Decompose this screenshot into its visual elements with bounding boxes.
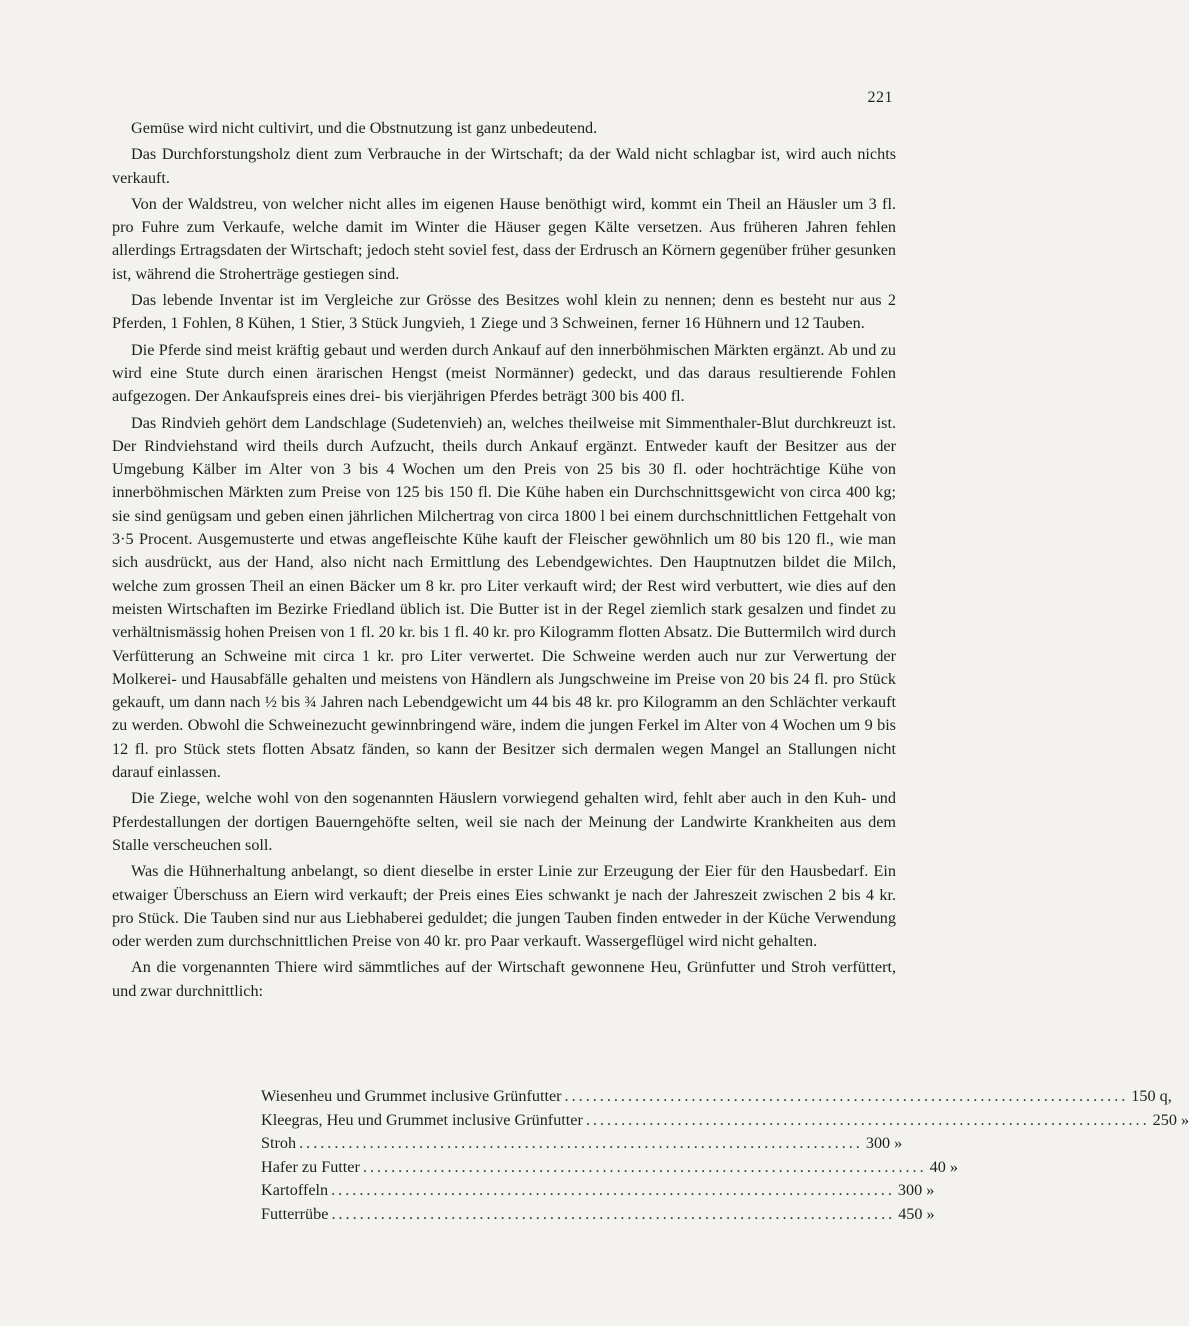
- feed-amount: 250 »: [1152, 1110, 1189, 1129]
- leader-dots: ................................................................................: [331, 1204, 896, 1223]
- page-number: 221: [867, 89, 893, 106]
- paragraph: Gemüse wird nicht cultivirt, und die Obstnutzung ist ganz unbedeutend.: [131, 119, 598, 137]
- feed-item: Wiesenheu und Grummet inclusive Grünfutter: [261, 1087, 562, 1105]
- feed-item: Hafer zu Futter: [261, 1157, 360, 1176]
- feed-amount: 450 »: [898, 1204, 935, 1223]
- paragraph: Was die Hühnerhaltung anbelangt, so dient dieselbe in erster Linie zur Erzeugung der Eier für den Hausbedarf. Ein etwaiger Überschuss an Eiern wird verkauft; der Preis eines Eies schwankt je nach der Jahreszeit zwischen 2 bis 4 kr. pro Stück. Die Tauben sind nur aus Liebhaberei geduldet; die jungen Tauben finden entweder in der Küche Verwendung oder werden zum durchschnittlichen Preise von 40 kr. pro Paar verkauft. Wassergeflügel wird nicht gehalten.: [112, 862, 896, 951]
- body-text: [112, 117, 896, 1006]
- paragraph: An die vorgenannten Thiere wird sämmtliches auf der Wirtschaft gewonnene Heu, Grünfutter und Stroh verfüttert, und zwar durchnittlich:: [112, 958, 896, 1000]
- feed-row: [261, 1132, 903, 1156]
- feed-item: Stroh: [261, 1134, 297, 1153]
- feed-row: [261, 1179, 935, 1203]
- feed-item: Kleegras, Heu und Grummet inclusive Grünfutter: [261, 1110, 583, 1129]
- feed-item: Kartoffeln: [261, 1181, 329, 1200]
- paragraph: Das lebende Inventar ist im Vergleiche zur Grösse des Besitzes wohl klein zu nennen; denn es besteht nur aus 2 Pferden, 1 Fohlen, 8 Kühen, 1 Stier, 3 Stück Jungvieh, 1 Ziege und 3 Schweinen, ferner 16 Hühnern und 12 Tauben.: [112, 291, 896, 333]
- feed-row: [261, 1085, 1172, 1109]
- leader-dots: ................................................................................: [331, 1181, 895, 1200]
- leader-dots: ................................................................................: [564, 1087, 1129, 1105]
- paragraph: Von der Waldstreu, von welcher nicht alles im eigenen Hause benöthigt wird, kommt ein Theil an Häusler um 3 fl. pro Fuhre zum Verkaufe, welche damit im Winter die Häuser gegen Kälte versetzen. Aus früheren Jahren fehlen allerdings Ertragsdaten der Wirtschaft; jedoch steht soviel fest, dass der Erdrusch an Körnern gegenüber früher gesunken ist, während die Stroherträge gestiegen sind.: [112, 194, 896, 283]
- feed-row: [261, 1156, 958, 1180]
- feed-row: [261, 1109, 1189, 1133]
- feed-amount: 40 »: [929, 1157, 958, 1176]
- paragraph: Die Ziege, welche wohl von den sogenannten Häuslern vorwiegend gehalten wird, fehlt aber auch in den Kuh- und Pferdestallungen der dortigen Bauerngehöfte selten, weil sie nach der Meinung der Landwirte Krankheiten aus dem Stalle verscheuchen soll.: [112, 789, 896, 854]
- feed-amount: 300 »: [865, 1134, 903, 1153]
- feed-amount: 300 »: [897, 1181, 935, 1200]
- paragraph: Das Durchforstungsholz dient zum Verbrauche in der Wirtschaft; da der Wald nicht schlagbar ist, wird auch nichts verkauft.: [112, 145, 896, 187]
- leader-dots: ................................................................................: [362, 1157, 927, 1176]
- feed-row: [261, 1203, 935, 1227]
- paragraph: Das Rindvieh gehört dem Landschlage (Sudetenvieh) an, welches theilweise mit Simmenthaler-Blut durchkreuzt ist. Der Rindviehstand wird theils durch Aufzucht, theils durch Ankauf ergänzt. Entweder kauft der Besitzer aus der Umgebung Kälber im Alter von 3 bis 4 Wochen um den Preis von 25 bis 30 fl. oder hochträchtige Kühe von innerböhmischen Märkten zum Preise von 125 bis 150 fl. Die Kühe haben ein Durchschnittsgewicht von circa 400 kg; sie sind genügsam und geben einen jährlichen Milchertrag von circa 1800 l bei einem durchschnittlichen Fettgehalt von 3·5 Procent. Ausgemusterte und etwas angefleischte Kühe kauft der Fleischer gewöhnlich um 80 bis 120 fl., wie man sich ausdrückt, aus der Hand, also nicht nach Ermittlung des Lebendgewichtes. Den Hauptnutzen bildet die Milch, welche zum grossen Theil an einen Bäcker um 8 kr. pro Liter verkauft wird; der Rest wird verbuttert, wie dies auf den meisten Wirtschaften im Bezirke Friedland üblich ist. Die Butter ist in der Regel ziemlich stark gesalzen und findet zu verhältnismässig hohen Preisen von 1 fl. 20 kr. bis 1 fl. 40 kr. pro Kilogramm flotten Absatz. Die Buttermilch wird durch Verfütterung an Schweine mit circa 1 kr. pro Liter verwertet. Die Schweine werden auch nur zur Verwertung der Molkerei- und Hausabfälle gehalten und meistens von Händlern als Jungschweine im Preise von 20 bis 24 fl. pro Stück gekauft, um dann nach ½ bis ¾ Jahren nach Lebendgewicht um 44 bis 48 kr. pro Kilogramm an den Schlächter verkauft zu werden. Obwohl die Schweinezucht gewinnbringend wäre, indem die jungen Ferkel im Alter von 4 Wochen um 9 bis 12 fl. pro Stück stets flotten Absatz fänden, so kann der Besitzer sich dermalen wegen Mangel an Stallungen nicht darauf einlassen.: [112, 413, 896, 782]
- feed-item: Futterrübe: [261, 1204, 329, 1223]
- leader-dots: ................................................................................: [585, 1110, 1150, 1129]
- leader-dots: ................................................................................: [299, 1134, 863, 1153]
- paragraph: Die Pferde sind meist kräftig gebaut und werden durch Ankauf auf den innerböhmischen Märkten ergänzt. Ab und zu wird eine Stute durch einen ärarischen Hengst (meist Normänner) gedeckt, und das daraus resultierende Fohlen aufgezogen. Der Ankaufspreis eines drei- bis vierjährigen Pferdes beträgt 300 bis 400 fl.: [112, 340, 896, 406]
- feed-table: [261, 1085, 1189, 1227]
- feed-amount: 150 q,: [1131, 1087, 1172, 1105]
